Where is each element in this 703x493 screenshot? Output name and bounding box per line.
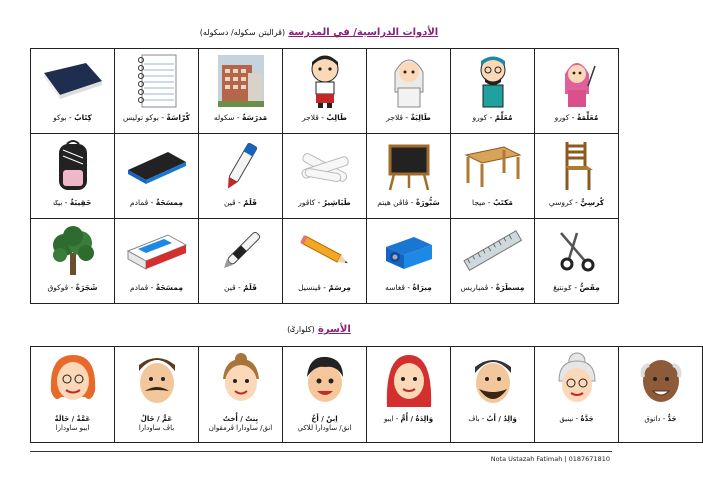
vocab-cell-book: كِتَابٌ - بوكو xyxy=(31,49,115,134)
vocab-cell-chalk: طَبَاشِيرُ - كاڤور xyxy=(283,134,367,219)
family-cell-aunt: عَمَّةٌ / خَالَةٌ ايبو ساودارا xyxy=(31,347,115,443)
family-cell-father: وَالِدٌ / أَبٌ - باڤ xyxy=(451,347,535,443)
vocab-cell-pen: قَلَمٌ - ڤين xyxy=(199,219,283,304)
pen-icon xyxy=(199,219,282,283)
son-icon xyxy=(283,347,366,415)
vocab-cell-ruler: مِسطَرَةٌ - ڤمباريس xyxy=(451,219,535,304)
family-section-title xyxy=(0,324,638,335)
family-title-arabic: الأسرة xyxy=(317,324,351,335)
vocab-cell-tree: شَجَرَةٌ - ڤوكوق xyxy=(31,219,115,304)
chalk-icon xyxy=(283,134,366,198)
vocab-cell-female-teacher: مُعَلِّمَةٌ - كورو xyxy=(535,49,619,134)
blackboard-icon xyxy=(367,134,450,198)
footer-credit: Nota Ustazah Fatimah | 0187671810 xyxy=(490,455,610,463)
grandmother-icon xyxy=(535,347,618,415)
male-teacher-icon xyxy=(451,49,534,113)
grandfather-icon xyxy=(619,347,702,415)
school-section-title xyxy=(0,27,638,38)
family-cell-grandmother: جَدَّةٌ - نينيق xyxy=(535,347,619,443)
family-cell-daughter: بِنتٌ / أُختٌ انق/ ساودارا ڤرمڤوان xyxy=(199,347,283,443)
school-building-icon xyxy=(199,49,282,113)
backpack-icon xyxy=(31,134,114,198)
vocab-cell-pencil: مِرسَمٌ - ڤينسيل xyxy=(283,219,367,304)
vocab-cell-chair: كُرسِيٌّ - كروسي xyxy=(535,134,619,219)
family-cell-grandfather: جَدٌّ - داتوق xyxy=(619,347,703,443)
aunt-icon xyxy=(31,347,114,415)
notebook-icon xyxy=(115,49,198,113)
vocab-cell-eraser: مِمسَحَةٌ - ڤمادم xyxy=(115,219,199,304)
female-teacher-icon xyxy=(535,49,618,113)
vocab-cell-school: مَدرَسَةٌ - سکوله xyxy=(199,49,283,134)
family-cell-uncle: عَمٌّ / خَالٌ باڤ ساودارا xyxy=(115,347,199,443)
vocab-cell-male-student: طَالِبٌ - ڤلاجر xyxy=(283,49,367,134)
vocab-cell-backpack: حَقِيبَةٌ - بيݢ xyxy=(31,134,115,219)
family-title-jawi: (كلوارݢ) xyxy=(287,325,315,334)
school-items-table xyxy=(30,48,619,304)
family-members-table xyxy=(30,346,703,443)
uncle-icon xyxy=(115,347,198,415)
scissors-icon xyxy=(535,219,618,283)
vocab-cell-marker: قَلَمٌ - ڤين xyxy=(199,134,283,219)
vocab-cell-sharpener: مِبرَاةٌ - ڤغاسه xyxy=(367,219,451,304)
female-student-icon xyxy=(367,49,450,113)
vocab-cell-male-teacher: مُعَلِّمٌ - كورو xyxy=(451,49,535,134)
footer-divider xyxy=(30,451,612,452)
eraser-icon xyxy=(115,219,198,283)
male-student-icon xyxy=(283,49,366,113)
pencil-icon xyxy=(283,219,366,283)
vocab-cell-blackboard: سَبُّورَةٌ - ڤاڤن هيتم xyxy=(367,134,451,219)
father-icon xyxy=(451,347,534,415)
ruler-icon xyxy=(451,219,534,283)
school-title-arabic: الأدوات الدراسية/ في المدرسة xyxy=(288,27,439,38)
vocab-cell-board-eraser: مِمسَحَةٌ - ڤمادم xyxy=(115,134,199,219)
sharpener-icon xyxy=(367,219,450,283)
tree-icon xyxy=(31,219,114,283)
vocab-cell-female-student: طَالِبَةٌ - ڤلاجر xyxy=(367,49,451,134)
mother-icon xyxy=(367,347,450,415)
desk-icon xyxy=(451,134,534,198)
marker-icon xyxy=(199,134,282,198)
vocab-cell-desk: مَكتَبٌ - ميجا xyxy=(451,134,535,219)
book-icon xyxy=(31,49,114,113)
daughter-icon xyxy=(199,347,282,415)
chair-icon xyxy=(535,134,618,198)
board-eraser-icon xyxy=(115,134,198,198)
vocab-cell-notebook: كُرّاسَةٌ - بوكو توليس xyxy=(115,49,199,134)
school-title-jawi: (ڤراليتن سكوله/ دسكوله) xyxy=(199,28,286,37)
vocab-cell-scissors: مِقَصٌّ - ݢونتيڠ xyxy=(535,219,619,304)
family-cell-son: اِبنٌ / أَخٌ انق/ ساودارا للاکي xyxy=(283,347,367,443)
family-cell-mother: وَالِدَةٌ / أُمٌّ - ايبو xyxy=(367,347,451,443)
